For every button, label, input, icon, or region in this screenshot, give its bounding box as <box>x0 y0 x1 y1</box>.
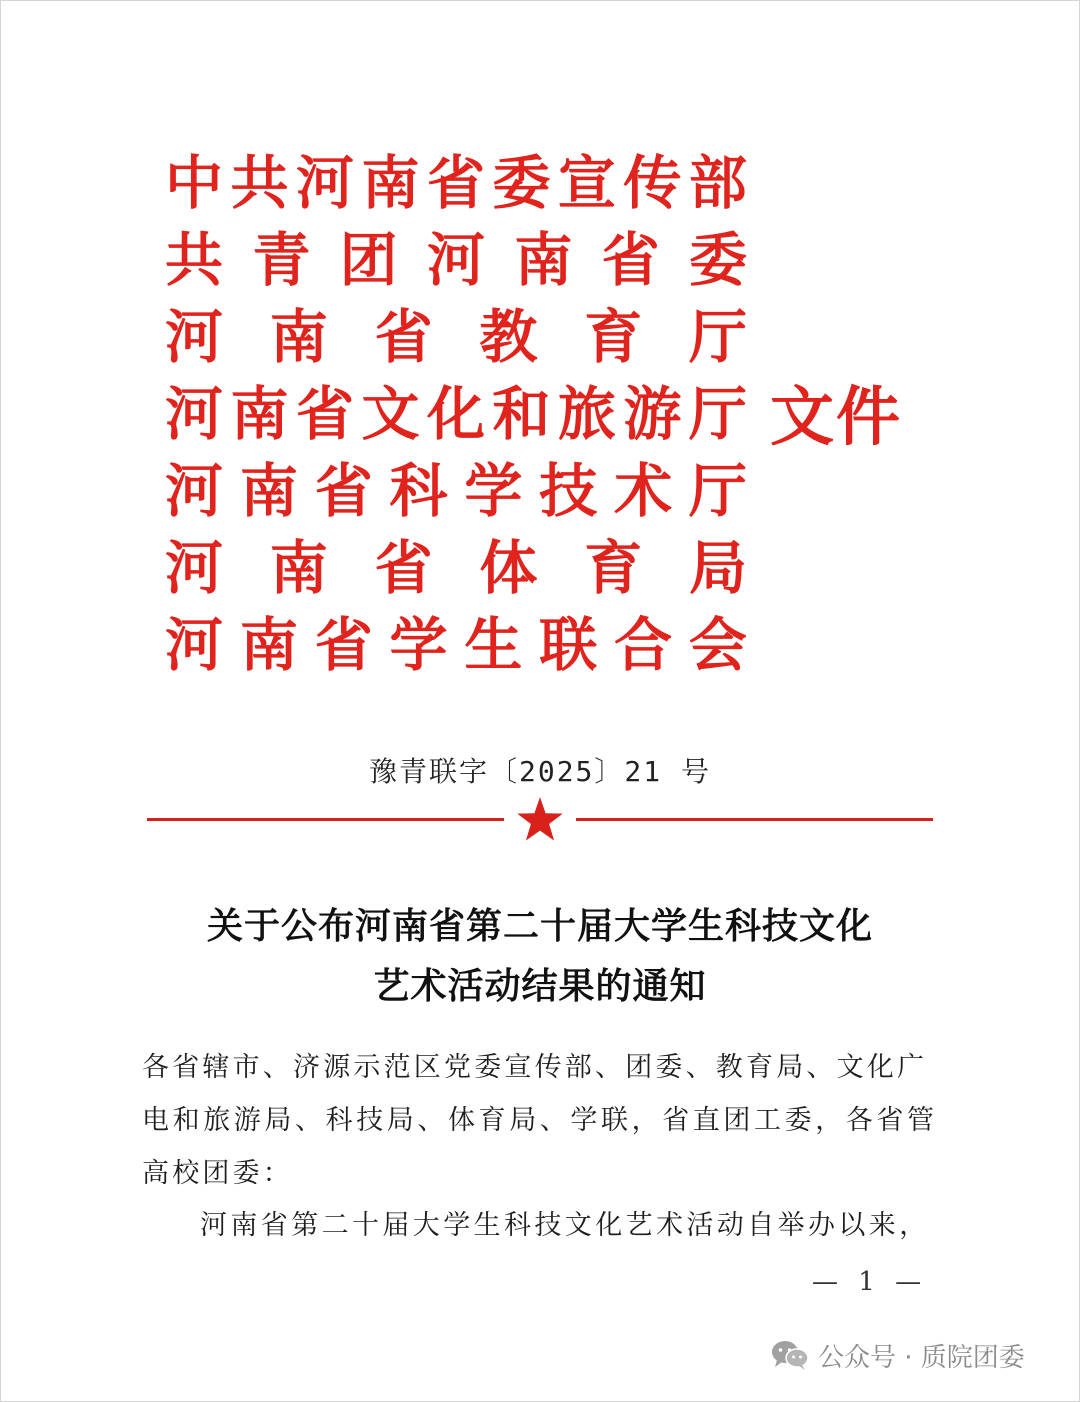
issuer-line: 中 共 河 南 省 委 宣 传 部 <box>165 149 747 217</box>
wechat-icon <box>770 1339 810 1371</box>
issuer-line: 河 南 省 科 学 技 术 厅 <box>165 457 747 525</box>
issuer-line: 共 青 团 河 南 省 委 <box>165 226 747 294</box>
watermark <box>770 1338 1025 1372</box>
red-rule-left <box>147 818 504 821</box>
addressee-line: 高校团委： <box>142 1158 293 1189</box>
document-number: 豫青联字〔2025〕21 号 <box>368 755 711 788</box>
watermark-text: 公众号 · 质院团委 <box>818 1342 1025 1373</box>
issuer-line: 河 南 省 教 育 厅 <box>165 303 747 371</box>
issuer-block <box>165 150 925 680</box>
document-type-suffix: 文件 <box>770 381 902 455</box>
issuer-line: 河 南 省 文 化 和 旅 游 厅 <box>165 380 747 448</box>
addressee-line: 各省辖市、济源示范区党委宣传部、团委、教育局、文化广 <box>142 1052 928 1083</box>
issuer-line: 河 南 省 体 育 局 <box>165 534 747 602</box>
addressee-line: 电和旅游局、科技局、体育局、学联，省直团工委，各省管 <box>142 1105 938 1136</box>
issuer-line: 河 南 省 学 生 联 合 会 <box>165 611 747 679</box>
red-rule-right <box>576 818 933 821</box>
notice-title-line-1: 关于公布河南省第二十届大学生科技文化 <box>206 906 873 947</box>
notice-title-line-2: 艺术活动结果的通知 <box>373 966 707 1007</box>
page-number: — 1 — <box>812 1267 928 1297</box>
red-star-icon <box>516 796 564 842</box>
body-paragraph-first-line: 河南省第二十届大学生科技文化艺术活动自举办以来， <box>200 1210 930 1241</box>
